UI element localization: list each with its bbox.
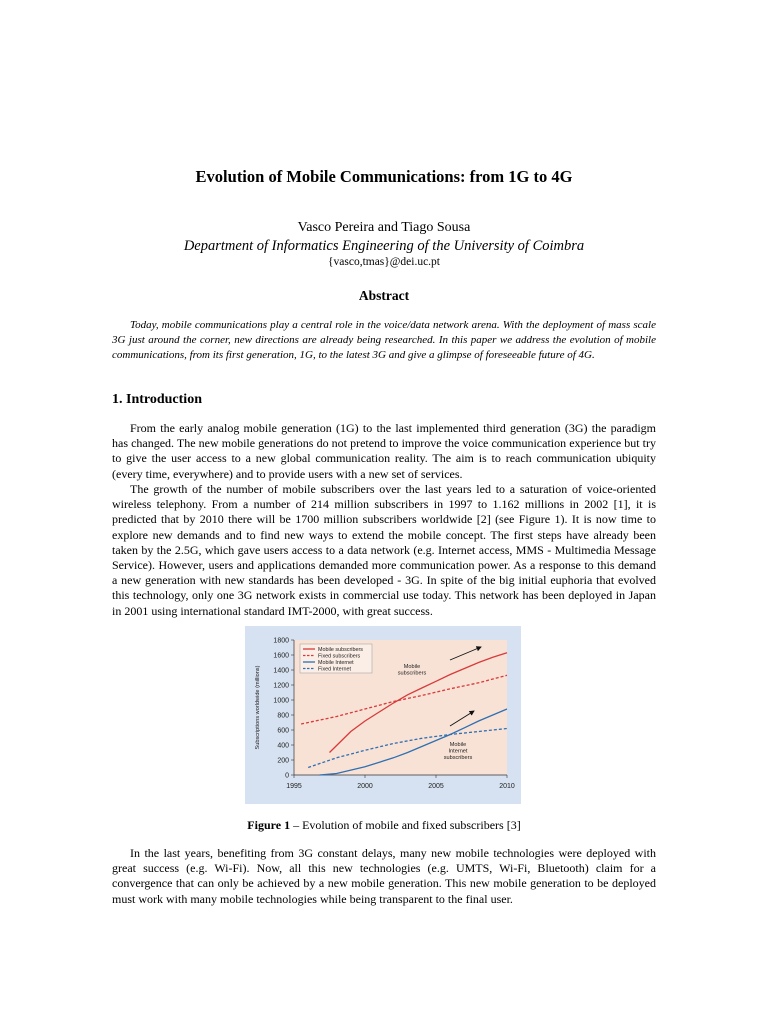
figure-caption-label: Figure 1 (247, 818, 291, 832)
paper-title: Evolution of Mobile Communications: from 1G to 4G (195, 167, 573, 186)
figure-caption (0, 818, 768, 833)
paper-authors: Vasco Pereira and Tiago Sousa (297, 220, 471, 235)
y-tick-label: 200 (277, 757, 289, 765)
y-tick-label: 1400 (273, 667, 289, 675)
figure-1-chart (245, 626, 521, 804)
y-tick-label: 1000 (273, 697, 289, 705)
legend-label-2: Fixed subscribers (318, 653, 361, 660)
legend-label-3: Mobile Internet (318, 660, 354, 666)
x-tick-label: 2000 (357, 783, 373, 790)
y-tick-label: 0 (285, 772, 289, 780)
annotation-mobile-subscribers: Mobile subscribers (397, 664, 427, 677)
author-affiliation: Department of Informatics Engineering of the University of Coimbra (183, 238, 585, 254)
abstract-text: Today, mobile communications play a central role in the voice/data network arena. With the deployment of mass scale 3G just around the corner, new directions are already being researched. In this paper we address the evolution of mobile communications, from its first generation, 1G, to the latest 3G and give a glimpse of foreseeable future of 4G. (112, 319, 656, 361)
x-tick-label: 2005 (428, 783, 444, 790)
paragraph-3: In the last years, benefiting from 3G constant delays, many new mobile technologies were deployed with great success (e.g. Wi-Fi). Now, all this new technologies (e.g. UMTS, Wi-Fi, Bluetooth) claim for a convergence that can only be achieved by a new mobile generation. This new mobile generation to be deployed must work with many mobile technologies while being transparent to the final user. (112, 846, 656, 906)
y-tick-label: 1800 (273, 637, 289, 645)
legend-label-1: Mobile subscribers (318, 647, 363, 653)
y-tick-label: 1200 (273, 682, 289, 690)
y-tick-label: 1600 (273, 652, 289, 660)
section-heading-introduction: 1. Introduction (112, 392, 202, 407)
x-tick-label: 1995 (286, 783, 302, 790)
y-tick-label: 800 (277, 712, 289, 720)
intro-paragraph-1: From the early analog mobile generation (1G) to the last implemented third generation (3G) the paradigm has changed. The new mobile generations do not pretend to improve the voice communication experience but try to give the user access to a new global communication reality. The aim is to reach communication ubiquity (every time, everywhere) and to provide users with a new set of services. (112, 421, 656, 481)
annotation-mobile-internet-subscribers: Mobile Internet subscribers (443, 742, 473, 761)
legend-label-4: Fixed Internet (318, 666, 351, 673)
y-tick-label: 600 (277, 727, 289, 735)
intro-paragraph-2: The growth of the number of mobile subscribers over the last years led to a saturation of voice-oriented wireless telephony. From a number of 214 million subscribers in 1997 to 1.162 millions in 2002 [1], it is predicted that by 2010 there will be 1700 million subscribers worldwide [2] (see Figure 1). It is now time to explore new demands and to find new ways to extend the mobile concept. The first steps have already been taken by the 2.5G, which gave users access to a data network (e.g. Internet access, MMS - Multimedia Message Service). However, users and applications demanded more communication power. As a response to this demand a new generation with new standards has been developed - 3G. In spite of the big initial euphoria that evolved this technology, only one 3G network exists in commercial use today. This network has been deployed in Japan in 2001 using international standard IMT-2000, with great success. (112, 482, 656, 618)
y-tick-label: 400 (277, 742, 289, 750)
y-axis-label: Subscriptions worldwide (millions) (255, 665, 261, 750)
abstract-heading: Abstract (358, 288, 410, 303)
figure-caption-text: – Evolution of mobile and fixed subscribers [3] (290, 818, 521, 832)
author-email: {vasco,tmas}@dei.uc.pt (327, 256, 440, 268)
x-tick-label: 2010 (499, 783, 515, 790)
